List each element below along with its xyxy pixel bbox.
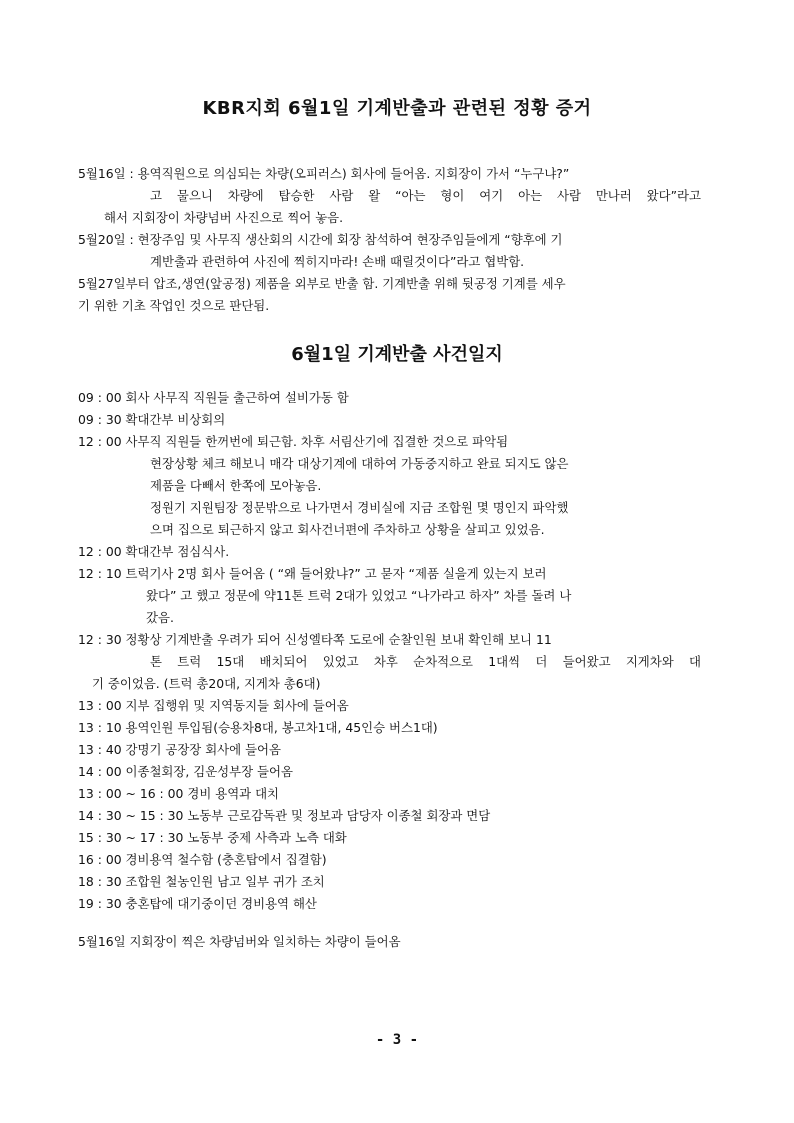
- word: 대: [689, 654, 701, 669]
- word: 있었고: [322, 654, 359, 669]
- timeline-entry-0930: 09 : 30 확대간부 비상회의: [78, 412, 226, 427]
- timeline-entry-1200-cont: 정원기 지원팀장 정문밖으로 나가면서 경비실에 지금 조합원 몇 명인지 파악했: [150, 500, 569, 515]
- timeline-entry-1230: 12 : 30 정황상 기계반출 우려가 되어 신성엘타쪽 도로에 순찰인원 보내 확인해 보니 11: [78, 632, 552, 647]
- may20-line1: 5월20일 : 현장주임 및 사무직 생산회의 시간에 회장 참석하여 현장주임들에게 “향후에 기: [78, 232, 563, 247]
- word: 왈: [368, 188, 381, 203]
- word: 왔다”라고: [646, 188, 701, 203]
- timeline-entry-1340: 13 : 40 강명기 공장장 회사에 들어옴: [78, 742, 281, 757]
- word: 물으니: [176, 188, 213, 203]
- timeline-entry-1310: 13 : 10 용역인원 투입됨(승용차8대, 봉고차1대, 45인승 버스1대): [78, 720, 438, 735]
- timeline-entry-1200-cont: 제품을 다빼서 한쪽에 모아놓음.: [150, 478, 322, 493]
- timeline-entry-1230-cont: [150, 654, 701, 670]
- timeline-entry-1230-cont: 기 중이었음. (트럭 총20대, 지게차 총6대): [92, 676, 321, 691]
- may16-line1: 5월16일 : 용역직원으로 의심되는 차량(오피러스) 회사에 들어옴. 지회장이 가서 “누구냐?”: [78, 166, 570, 181]
- may27-line2: 기 위한 기초 작업인 것으로 판단됨.: [78, 298, 270, 313]
- word: 배치되어: [259, 654, 308, 669]
- may16-line3: 해서 지회장이 차량넘버 사진으로 찍어 놓음.: [104, 210, 344, 225]
- word: 지게차와: [625, 654, 674, 669]
- may20-line2: 계반출과 관련하여 사진에 찍히지마라! 손배 때릴것이다”라고 협박함.: [150, 254, 525, 269]
- word: “아는: [395, 188, 426, 203]
- timeline-entry-1300-1600: 13 : 00 ~ 16 : 00 경비 용역과 대치: [78, 786, 280, 801]
- timeline-entry-1200-cont: 현장상황 체크 해보니 매각 대상기계에 대하여 가동중지하고 완료 되지도 않은: [150, 456, 569, 471]
- timeline-entry-1530-1730: 15 : 30 ~ 17 : 30 노동부 중제 사측과 노측 대화: [78, 830, 347, 845]
- timeline-entry-1200-cont: 으며 집으로 퇴근하지 않고 회사건너편에 주차하고 상황을 살피고 있었음.: [150, 522, 545, 537]
- word: 사람: [329, 188, 354, 203]
- word: 아는: [518, 188, 543, 203]
- may27-line1: 5월27일부터 압조,생연(앞공정) 제품을 외부로 반출 함. 기계반출 위해 뒷공정 기계를 세우: [78, 276, 566, 291]
- section-heading: 6월1일 기계반출 사건일지: [291, 344, 503, 365]
- closing-note: 5월16일 지회장이 찍은 차량넘버와 일치하는 차량이 들어옴: [78, 934, 401, 949]
- word: 톤: [150, 654, 162, 669]
- timeline-entry-1430-1530: 14 : 30 ~ 15 : 30 노동부 근로감독관 및 정보과 담당자 이종철 회장과 면담: [78, 808, 491, 823]
- timeline-entry-1210: 12 : 10 트럭기사 2명 회사 들어옴 ( “왜 들어왔냐?” 고 묻자 “제품 실을게 있는지 보러: [78, 566, 547, 581]
- timeline-entry-1210-cont: 갔음.: [146, 610, 174, 625]
- timeline-entry-1600: 16 : 00 경비용역 철수함 (충혼탑에서 집결함): [78, 852, 327, 867]
- timeline-entry-1200-lunch: 12 : 00 확대간부 점심식사.: [78, 544, 230, 559]
- word: 고: [150, 188, 162, 203]
- word: 차량에: [227, 188, 264, 203]
- may16-line2: [150, 188, 701, 204]
- timeline-entry-1830: 18 : 30 조합원 철농인원 남고 일부 귀가 조치: [78, 874, 325, 889]
- word: 트럭: [177, 654, 202, 669]
- word: 들어왔고: [562, 654, 611, 669]
- word: 여기: [479, 188, 504, 203]
- word: 15대: [216, 654, 245, 669]
- timeline-entry-0900: 09 : 00 회사 사무직 직원들 출근하여 설비가동 함: [78, 390, 349, 405]
- word: 차후: [373, 654, 398, 669]
- page-number: - 3 -: [375, 1032, 419, 1048]
- word: 만나러: [595, 188, 632, 203]
- word: 사람: [556, 188, 581, 203]
- timeline-entry-1930: 19 : 30 충혼탑에 대기중이던 경비용역 해산: [78, 896, 317, 911]
- page-title: KBR지회 6월1일 기계반출과 관련된 정황 증거: [202, 98, 592, 119]
- word: 탑승한: [278, 188, 315, 203]
- timeline-entry-1200: 12 : 00 사무직 직원들 한꺼번에 퇴근함. 차후 서림산기에 집결한 것으로 파악됨: [78, 434, 509, 449]
- timeline-entry-1400: 14 : 00 이종철회장, 김운성부장 들어옴: [78, 764, 293, 779]
- timeline-entry-1210-cont: 왔다” 고 했고 정문에 약11톤 트럭 2대가 있었고 “나가라고 하자” 차를 돌려 나: [146, 588, 572, 603]
- word: 더: [535, 654, 548, 669]
- timeline-entry-1300: 13 : 00 지부 집행위 및 지역동지들 회사에 들어옴: [78, 698, 349, 713]
- word: 1대씩: [488, 654, 521, 669]
- word: 형이: [440, 188, 465, 203]
- word: 순차적으로: [413, 654, 473, 669]
